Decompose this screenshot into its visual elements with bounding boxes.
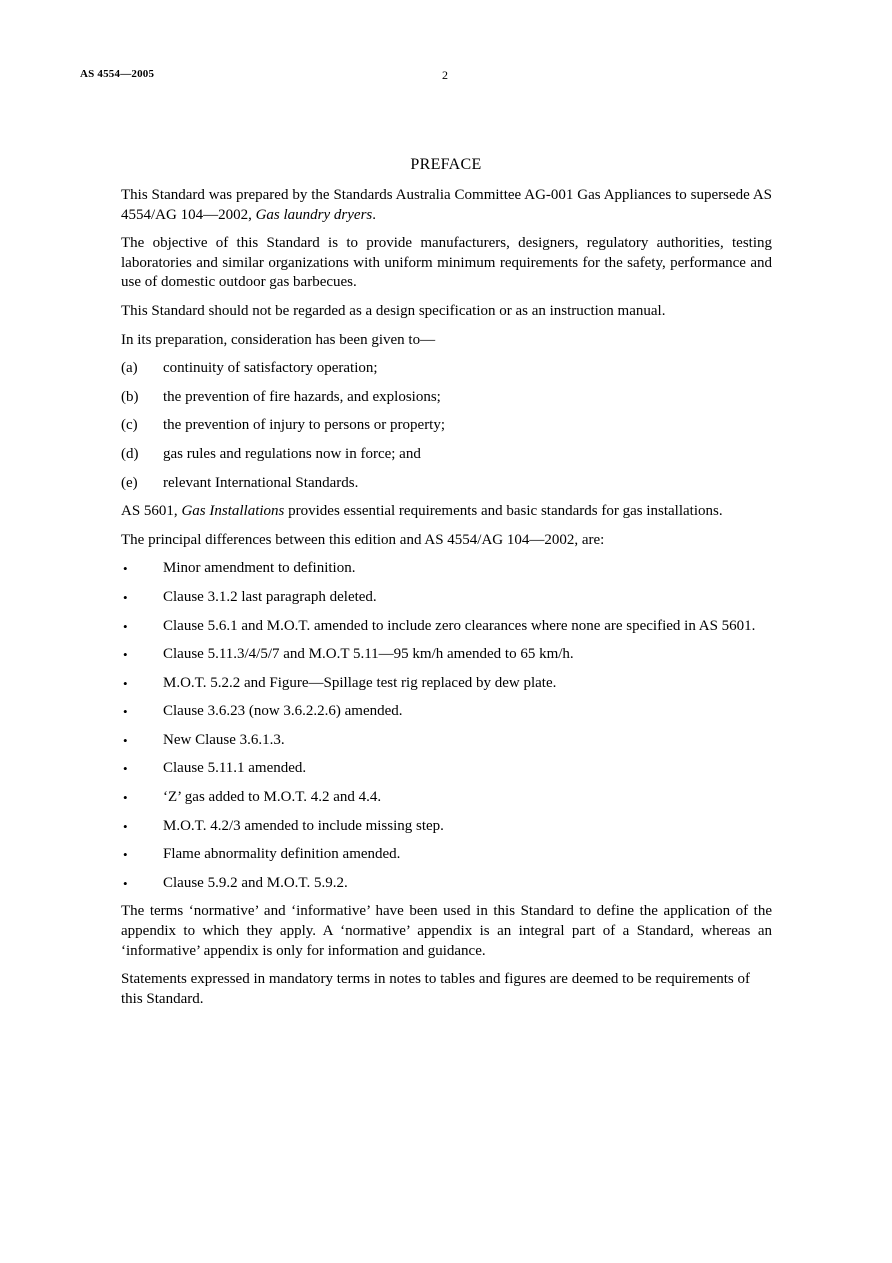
list-item-marker: (b) — [121, 388, 139, 405]
paragraph-text: AS 5601, — [121, 503, 182, 520]
list-item-text: Clause 3.1.2 last paragraph deleted. — [163, 588, 377, 605]
list-item-text: Clause 5.11.3/4/5/7 and M.O.T 5.11—95 km/h amended to 65 km/h. — [163, 646, 574, 663]
list-item-text: relevant International Standards. — [163, 474, 359, 491]
list-item — [121, 388, 772, 408]
bullet-icon: • — [123, 647, 128, 663]
bullet-icon: • — [123, 704, 128, 720]
preface-body — [121, 186, 772, 1018]
list-item-marker: (c) — [121, 417, 138, 434]
list-item-text: the prevention of injury to persons or property; — [163, 417, 446, 434]
list-item — [121, 474, 772, 494]
list-item-text: Clause 5.6.1 and M.O.T. amended to include zero clearances where none are specified in AS 5601. — [163, 617, 756, 634]
list-item — [121, 788, 772, 808]
considerations-list — [121, 359, 772, 493]
paragraph-text: This Standard was prepared by the Standards Australia Committee AG-001 Gas Appliances to supersede AS 4554/AG 104—2002, — [121, 187, 772, 223]
paragraph-not-design-spec: This Standard should not be regarded as a design specification or as an instruction manual. — [121, 302, 666, 319]
referenced-title: Gas Installations — [181, 503, 285, 520]
list-item-text: ‘Z’ gas added to M.O.T. 4.2 and 4.4. — [163, 789, 382, 806]
list-item — [121, 817, 772, 837]
list-item-text: Clause 5.9.2 and M.O.T. 5.9.2. — [163, 874, 348, 891]
list-item — [121, 359, 772, 379]
list-item-text: gas rules and regulations now in force; and — [163, 445, 421, 462]
list-item — [121, 731, 772, 751]
document-id: AS 4554—2005 — [80, 68, 155, 80]
bullet-icon: • — [123, 589, 128, 605]
bullet-icon: • — [123, 561, 128, 577]
paragraph-as5601 — [121, 502, 772, 522]
bullet-icon: • — [123, 618, 128, 634]
list-item-text: Clause 5.11.1 amended. — [163, 760, 307, 777]
list-item — [121, 674, 772, 694]
paragraph-text: provides essential requirements and basic standards for gas installations. — [284, 503, 723, 520]
list-item — [121, 874, 772, 894]
bullet-icon: • — [123, 675, 128, 691]
list-item-marker: (d) — [121, 445, 139, 462]
differences-list — [121, 559, 772, 893]
bullet-icon: • — [123, 875, 128, 891]
list-item — [121, 617, 772, 637]
bullet-icon: • — [123, 847, 128, 863]
bullet-icon: • — [123, 790, 128, 806]
bullet-icon: • — [123, 732, 128, 748]
bullet-icon: • — [123, 818, 128, 834]
paragraph-mandatory-terms: Statements expressed in mandatory terms in notes to tables and figures are deemed to be requirements of this Standard. — [121, 971, 750, 1007]
paragraph-committee — [121, 186, 772, 225]
bullet-icon: • — [123, 761, 128, 777]
paragraph-normative-informative: The terms ‘normative’ and ‘informative’ have been used in this Standard to define the application of the appendix to which they apply. A ‘normative’ appendix is an integral part of a Standard, whereas an ‘informative’ appendix is only for information and guidance. — [121, 903, 772, 959]
list-item-text: Flame abnormality definition amended. — [163, 846, 401, 863]
list-item-text: Minor amendment to definition. — [163, 560, 356, 577]
list-item — [121, 845, 772, 865]
list-item-text: New Clause 3.6.1.3. — [163, 731, 285, 748]
list-item — [121, 588, 772, 608]
paragraph-differences-intro: The principal differences between this edition and AS 4554/AG 104—2002, are: — [121, 531, 605, 548]
paragraph-objective: The objective of this Standard is to provide manufacturers, designers, regulatory authorities, testing laboratories and similar organizations with uniform minimum requirements for the safety, performance and use of domestic outdoor gas barbecues. — [121, 235, 772, 291]
list-item — [121, 416, 772, 436]
list-item — [121, 759, 772, 779]
page-number: 2 — [442, 68, 448, 82]
list-item — [121, 445, 772, 465]
list-item-text: the prevention of fire hazards, and explosions; — [163, 388, 441, 405]
paragraph-text: . — [372, 206, 377, 223]
list-item — [121, 702, 772, 722]
list-item-marker: (a) — [121, 360, 138, 377]
list-item — [121, 645, 772, 665]
paragraph-consideration-intro: In its preparation, consideration has been given to— — [121, 331, 436, 348]
list-item-text: M.O.T. 4.2/3 amended to include missing step. — [163, 817, 444, 834]
page-title: PREFACE — [410, 156, 482, 173]
list-item-text: M.O.T. 5.2.2 and Figure—Spillage test rig replaced by dew plate. — [163, 674, 557, 691]
superseded-title: Gas laundry dryers — [255, 206, 373, 223]
list-item — [121, 559, 772, 579]
list-item-text: Clause 3.6.23 (now 3.6.2.2.6) amended. — [163, 703, 403, 720]
list-item-marker: (e) — [121, 474, 138, 491]
list-item-text: continuity of satisfactory operation; — [163, 360, 378, 377]
